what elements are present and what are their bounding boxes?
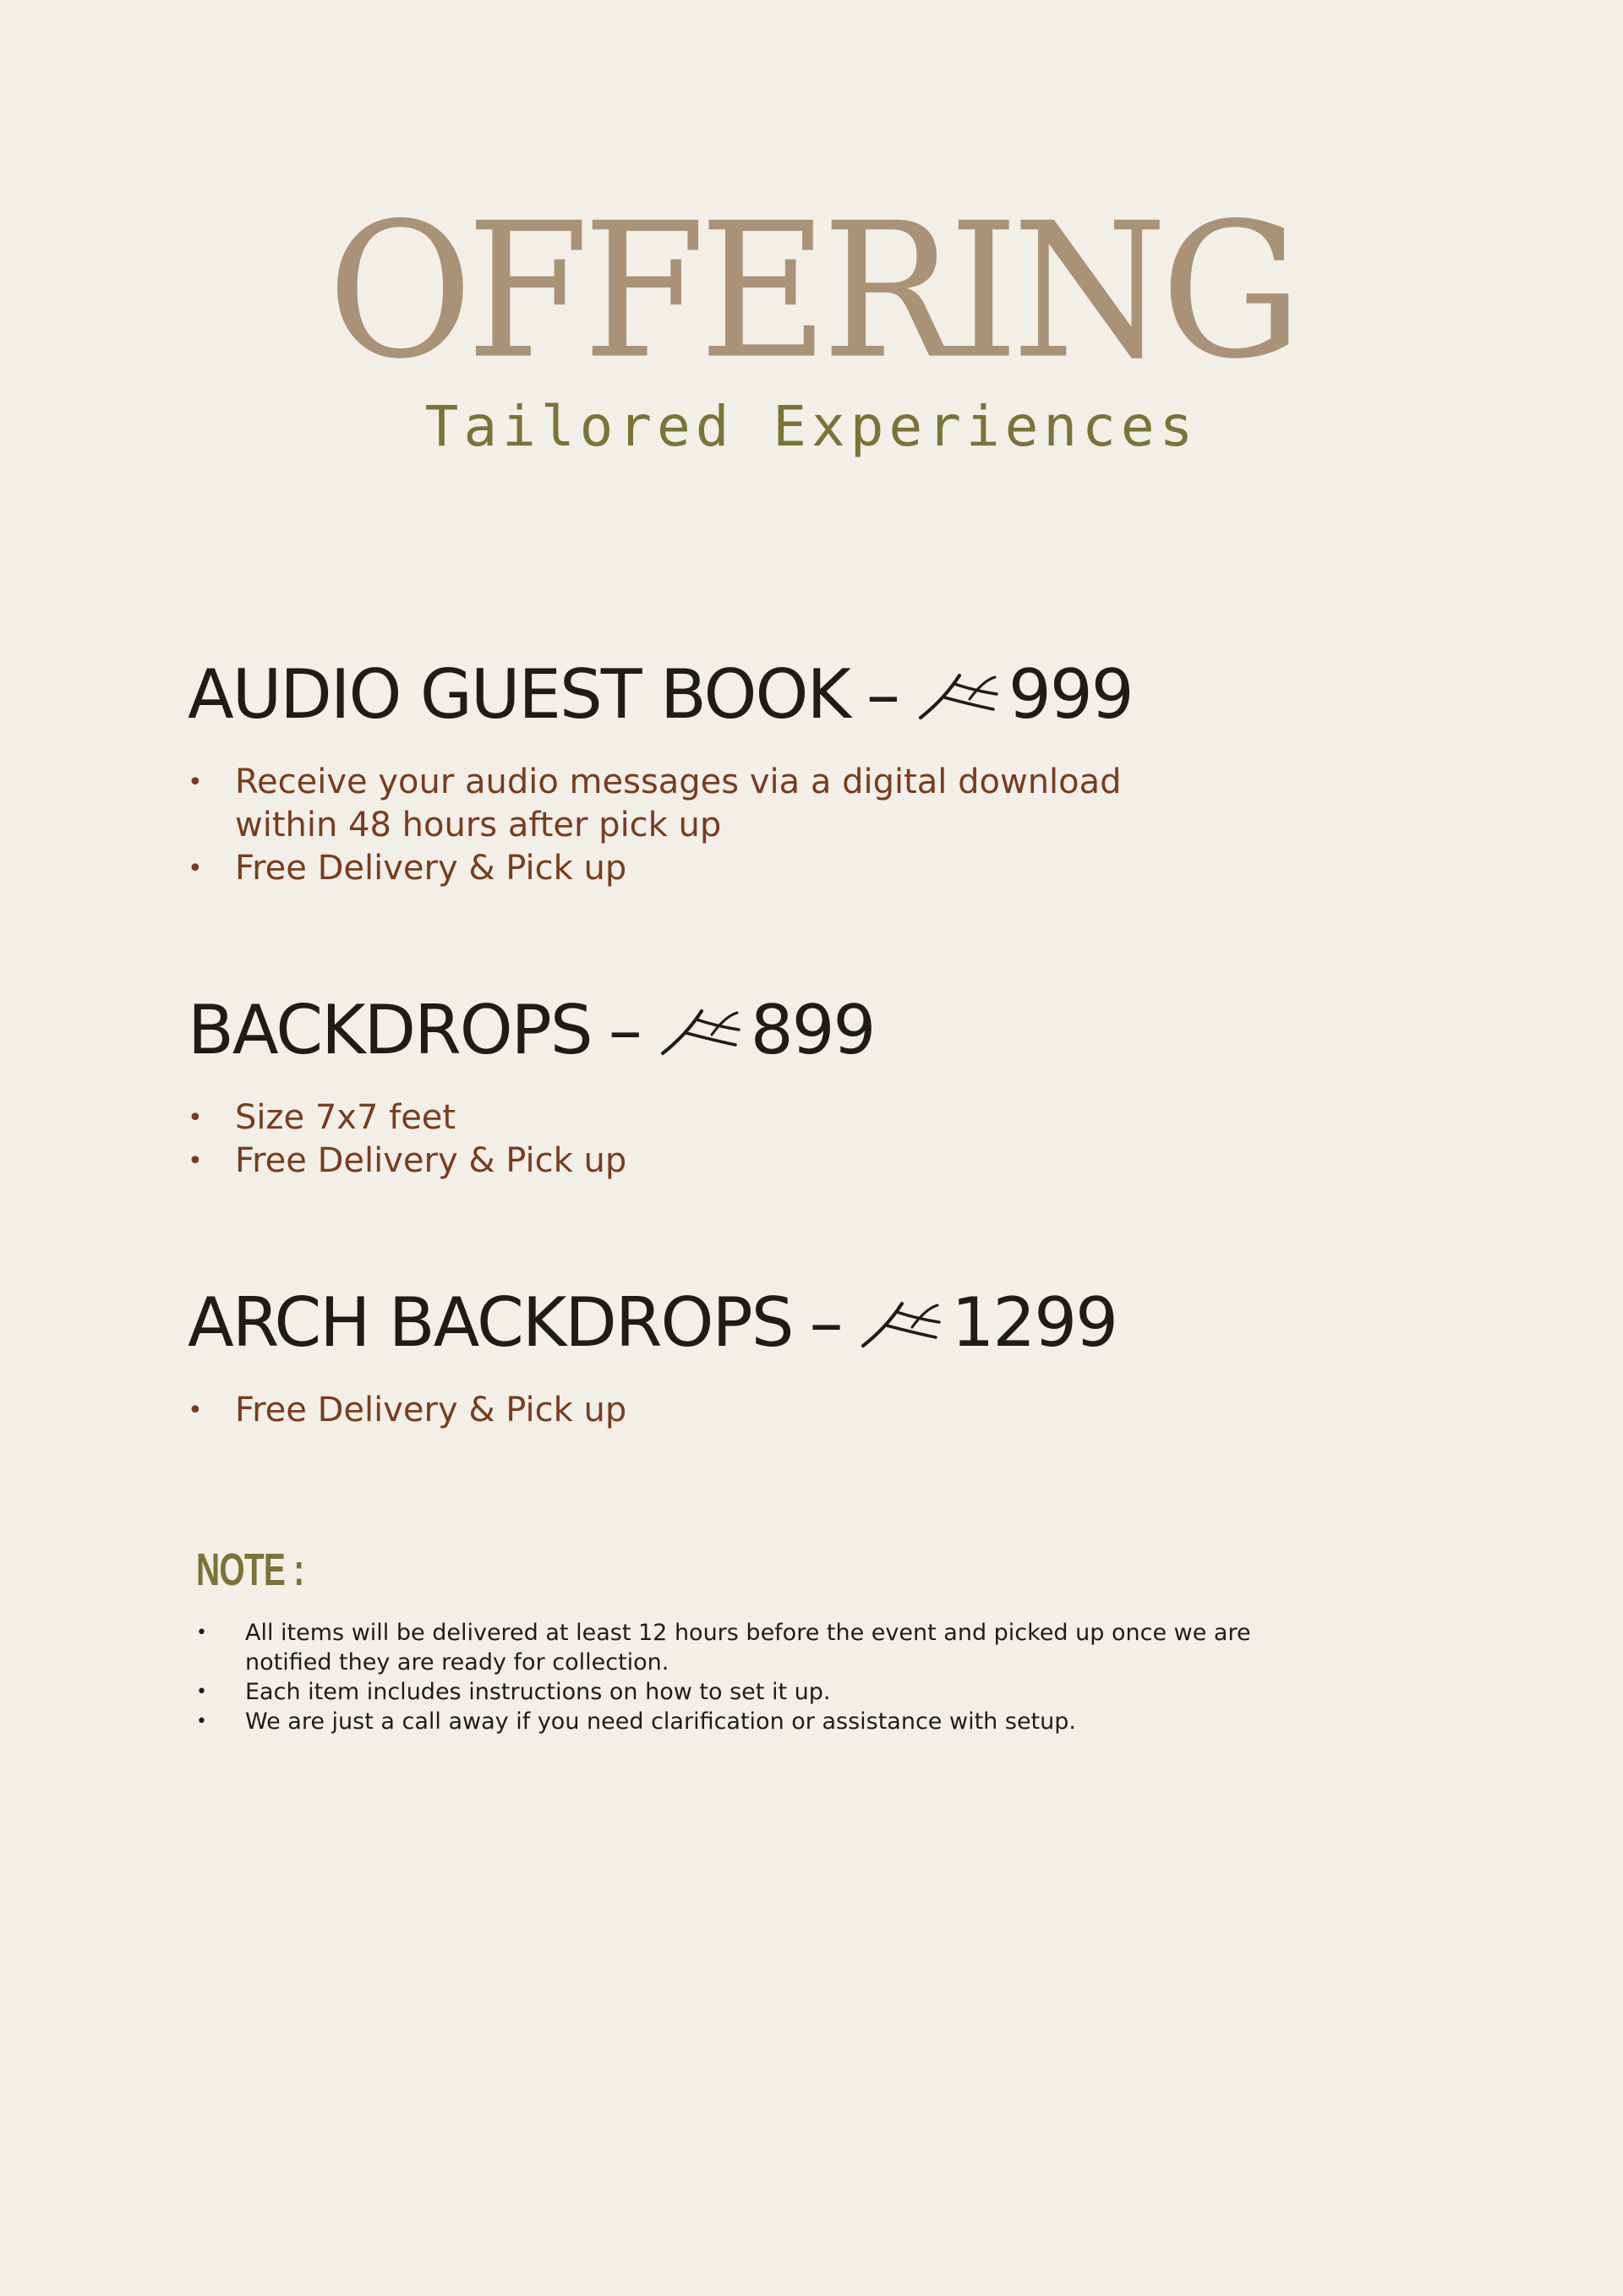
feature-list xyxy=(188,1096,874,1183)
feature-list xyxy=(188,1389,1117,1432)
note-list xyxy=(196,1618,1336,1736)
product-backdrops xyxy=(188,991,875,1183)
dirham-icon xyxy=(658,1001,746,1060)
feature-text: Size 7x7 feet xyxy=(235,1098,456,1137)
product-heading xyxy=(188,1283,1118,1362)
price-separator: – xyxy=(608,991,641,1069)
dirham-icon xyxy=(858,1293,946,1353)
product-arch-backdrops xyxy=(188,1283,1118,1432)
page-header xyxy=(0,182,1623,459)
product-heading xyxy=(188,991,875,1069)
feature-list xyxy=(188,761,1133,890)
note-section xyxy=(196,1544,1336,1736)
product-name: AUDIO GUEST BOOK xyxy=(188,655,850,734)
list-item xyxy=(188,761,1133,847)
price-separator: – xyxy=(809,1283,842,1362)
list-item xyxy=(188,847,1133,890)
product-price: 999 xyxy=(1008,655,1133,734)
feature-text: Free Delivery & Pick up xyxy=(235,849,627,888)
feature-text: Receive your audio messages via a digital download within 48 hours after pick up xyxy=(235,763,1122,845)
dirham-icon xyxy=(915,665,1003,724)
page-subtitle: Tailored Experiences xyxy=(424,394,1199,459)
product-heading xyxy=(188,655,1133,734)
list-item xyxy=(196,1618,1336,1677)
feature-text: Free Delivery & Pick up xyxy=(235,1391,627,1430)
note-text: All items will be delivered at least 12 hours before the event and picked up once we are notified they are ready for collection. xyxy=(245,1620,1251,1676)
page-title: OFFERING xyxy=(327,182,1296,401)
product-name: ARCH BACKDROPS xyxy=(188,1283,793,1362)
product-price: 1299 xyxy=(951,1283,1118,1362)
list-item xyxy=(196,1677,1336,1707)
feature-text: Free Delivery & Pick up xyxy=(235,1141,627,1180)
product-price: 899 xyxy=(750,991,875,1069)
note-text: Each item includes instructions on how to set it up. xyxy=(245,1679,831,1705)
product-audio-guest-book xyxy=(188,655,1133,890)
list-item xyxy=(188,1140,874,1183)
list-item xyxy=(188,1389,1117,1432)
list-item xyxy=(196,1707,1336,1736)
product-name: BACKDROPS xyxy=(188,991,592,1069)
note-text: We are just a call away if you need clarification or assistance with setup. xyxy=(245,1708,1076,1735)
list-item xyxy=(188,1096,874,1140)
price-separator: – xyxy=(866,655,899,734)
note-title: NOTE : xyxy=(196,1544,304,1595)
